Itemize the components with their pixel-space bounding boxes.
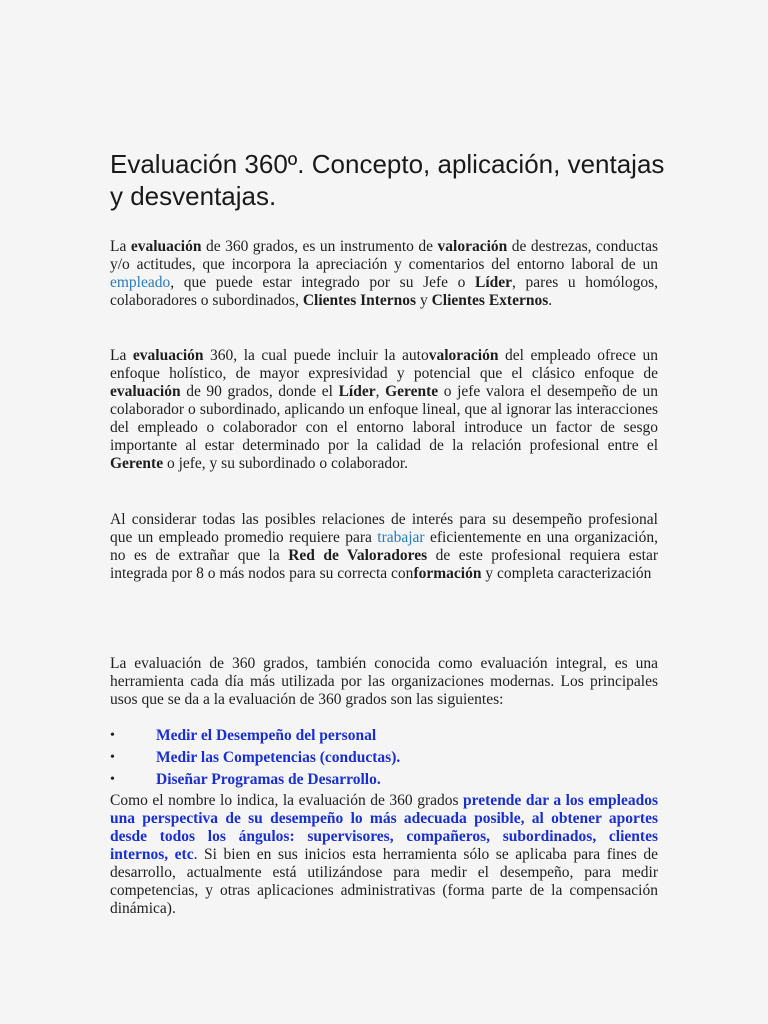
bold-term: Gerente (385, 383, 439, 400)
text-run: . (548, 292, 553, 309)
list-item-text: Medir las Competencias (conductas). (156, 749, 401, 766)
bold-term: Líder (338, 383, 376, 400)
text-run: y (416, 292, 432, 309)
paragraph-red-valoradores (110, 511, 658, 583)
bullet-icon: • (110, 772, 115, 787)
text-run: de este profesional requiera estar integrada por 8 o más nodos para su correcta con (110, 547, 658, 582)
text-run: eficientemente en una organización, no es de extrañar que la (110, 529, 658, 564)
list-item-text: Diseñar Programas de Desarrollo. (156, 771, 381, 788)
emphasis-text: pretende dar a los empleados una perspectiva de su desempeño lo más adecuada posible, al obtener aportes desde todos los ángulos: supervisores, compañeros, subordinados, clientes internos, etc (110, 792, 658, 863)
bold-term: formación (413, 565, 482, 582)
link-empleado[interactable]: empleado (110, 274, 171, 291)
text-run: de 360 grados, es un instrumento de (201, 238, 438, 255)
bold-term: valoración (428, 347, 499, 364)
list-item (110, 769, 658, 791)
text-run: , pares u homólogos, colaboradores o subordinados, (110, 274, 658, 309)
bold-term: evaluación (110, 383, 181, 400)
text-run: y completa caracterización (481, 565, 652, 582)
bold-term: Red de Valoradores (288, 547, 428, 564)
text-run: Como el nombre lo indica, la evaluación de 360 grados (110, 792, 464, 809)
paragraph-uses-intro: La evaluación de 360 grados, también conocida como evaluación integral, es una herramienta cada día más utilizada por las organizaciones modernas. Los principales usos que se da a la evaluación de 360 grados son las siguientes: (110, 655, 658, 708)
list-item-text: Medir el Desempeño del personal (156, 727, 377, 744)
list-item (110, 725, 658, 747)
paragraph-holistic (110, 347, 658, 473)
paragraph-definition (110, 238, 658, 310)
text-run: de destrezas, conductas y/o actitudes, que incorpora la apreciación y comentarios del entorno laboral de un (110, 238, 658, 273)
paragraph-conclusion (110, 792, 658, 918)
bold-term: Clientes Externos (431, 292, 549, 309)
bullet-icon: • (110, 728, 115, 743)
text-run: o jefe valora el desempeño de un colaborador o subordinado, aplicando un enfoque lineal, que al ignorar las interacciones del empleado o colaborador con el entorno laboral introduce un factor de sesgo importante al estar determinado por la calidad de la relación profesional entre el (110, 383, 659, 454)
text-run: del empleado ofrece un enfoque holístico, de mayor expresividad y potencial que el clásico enfoque de (110, 347, 658, 382)
bold-term: Clientes Internos (302, 292, 417, 309)
bullet-icon: • (110, 750, 115, 765)
list-item (110, 747, 658, 769)
text-run: 360, la cual puede incluir la auto (203, 347, 429, 364)
text-run: de 90 grados, donde el (180, 383, 339, 400)
text-run: Al considerar todas las posibles relaciones de interés para su desempeño profesional que un empleado promedio requiere para (110, 511, 658, 546)
bold-term: evaluación (130, 238, 202, 255)
text-run: o jefe, y su subordinado o colaborador. (163, 455, 409, 472)
page-title: Evaluación 360º. Concepto, aplicación, ventajas y desventajas. (110, 149, 665, 211)
bold-term: evaluación (132, 347, 204, 364)
text-run: La (110, 347, 133, 364)
text-run: , (375, 383, 386, 400)
text-run: . Si bien en sus inicios esta herramienta sólo se aplicaba para fines de desarrollo, actualmente está utilizándose para medir el desempeño, para medir competencias, y otras aplicaciones administrativas (forma parte de la compensación dinámica). (110, 846, 659, 917)
uses-list (110, 725, 658, 791)
bold-term: valoración (437, 238, 508, 255)
bold-term: Gerente (110, 455, 164, 472)
text-run: , que puede estar integrado por su Jefe o (170, 274, 476, 291)
bold-term: Líder (475, 274, 513, 291)
text-run: La (110, 238, 131, 255)
link-trabajar[interactable]: trabajar (377, 529, 425, 546)
